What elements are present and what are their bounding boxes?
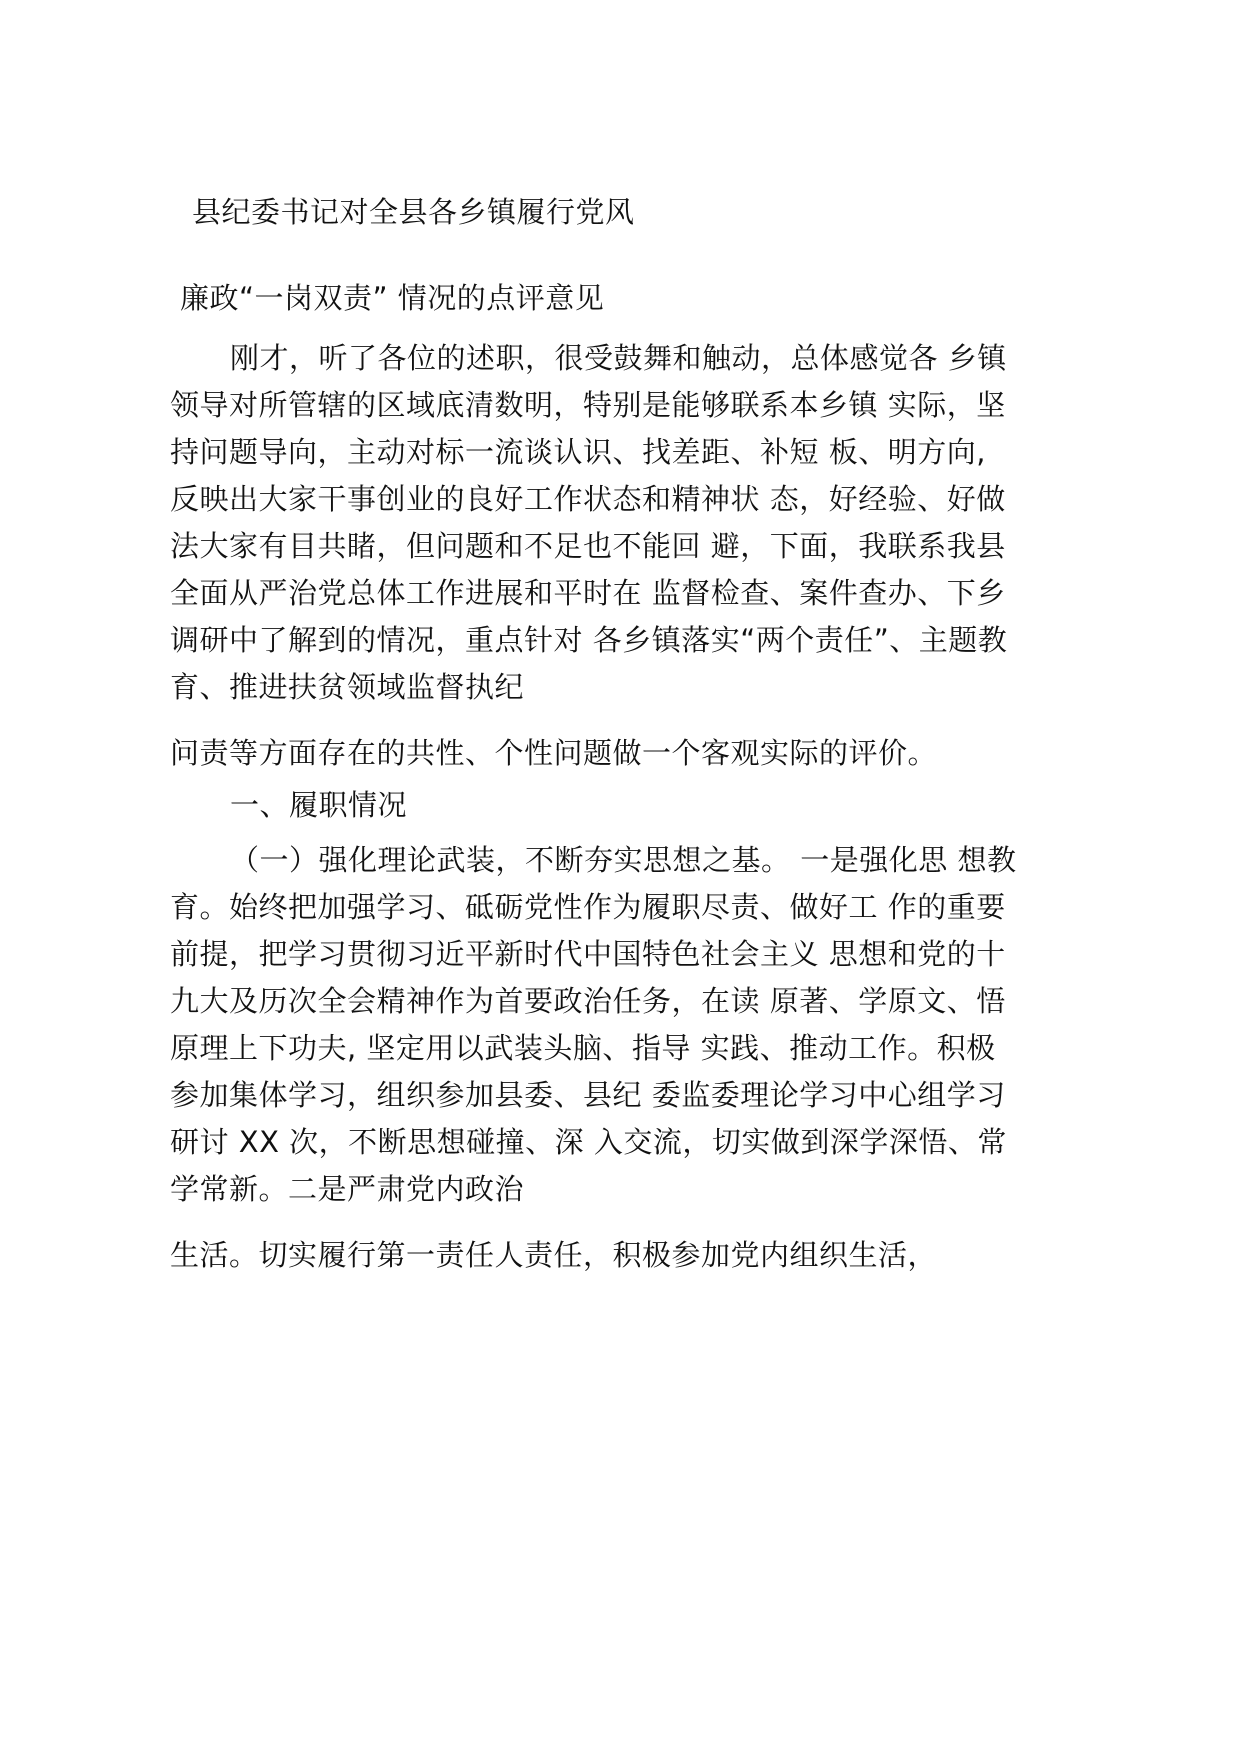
- intro-line-8: 育、推进扶贫领域监督执纪: [170, 670, 525, 704]
- title-line-1: 县纪委书记对全县各乡镇履行党风: [192, 195, 635, 229]
- sub1-line-2: 育。始终把加强学习、砥砺党性作为履职尽责、做好工 作的重要: [170, 890, 1006, 924]
- intro-line-1: 刚才，听了各位的述职，很受鼓舞和触动，总体感觉各 乡镇: [230, 341, 1007, 375]
- intro-line-2: 领导对所管辖的区域底清数明，特别是能够联系本乡镇 实际，坚: [170, 388, 1006, 422]
- sub1-line-6: 参加集体学习，组织参加县委、县纪 委监委理论学习中心组学习: [170, 1078, 1006, 1112]
- section-heading: 一、履职情况: [230, 788, 408, 822]
- sub1-line-4: 九大及历次全会精神作为首要政治任务，在读 原著、学原文、悟: [170, 984, 1006, 1018]
- intro-line-4: 反映出大家干事创业的良好工作状态和精神状 态，好经验、好做: [170, 482, 1006, 516]
- title-line-2: 廉政“一岗双责” 情况的点评意见: [180, 281, 605, 315]
- intro-tail-line: 问责等方面存在的共性、个性问题做一个客观实际的评价。: [170, 736, 938, 770]
- intro-line-5: 法大家有目共睹，但问题和不足也不能回 避，下面，我联系我县: [170, 529, 1006, 563]
- intro-line-6: 全面从严治党总体工作进展和平时在 监督检查、案件查办、下乡: [170, 576, 1006, 610]
- sub1-line-5: 原理上下功夫, 坚定用以武装头脑、指导 实践、推动工作。积极: [170, 1031, 996, 1065]
- sub1-line-7: 研讨 XX 次，不断思想碰撞、深 入交流，切实做到深学深悟、常: [170, 1125, 1007, 1159]
- sub1-line-1: （一）强化理论武装，不断夯实思想之基。 一是强化思 想教: [230, 843, 1017, 877]
- sub1-line-3: 前提，把学习贯彻习近平新时代中国特色社会主义 思想和党的十: [170, 937, 1006, 971]
- intro-line-3: 持问题导向，主动对标一流谈认识、找差距、补短 板、明方向,: [170, 435, 986, 469]
- intro-line-7: 调研中了解到的情况，重点针对 各乡镇落实“两个责任”、主题教: [170, 623, 1008, 657]
- sub1-line-8: 学常新。二是严肃党内政治: [170, 1172, 525, 1206]
- sub1-tail-line: 生活。切实履行第一责任人责任，积极参加党内组织生活，: [170, 1238, 938, 1272]
